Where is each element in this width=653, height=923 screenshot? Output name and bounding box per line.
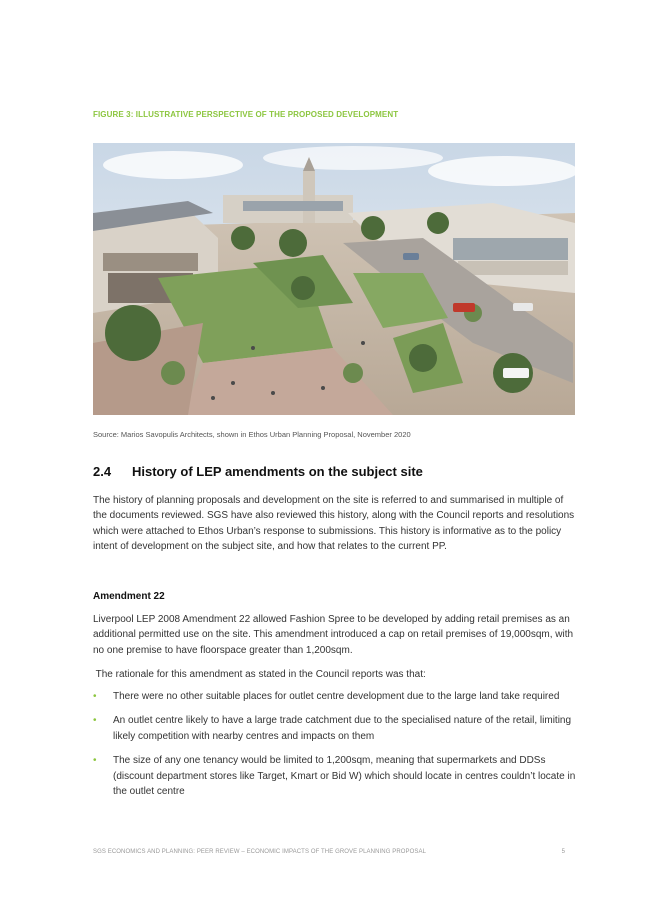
list-item [93, 753, 577, 799]
figure-source: Source: Marios Savopulis Architects, shown in Ethos Urban Planning Proposal, November 2020 [93, 430, 411, 439]
rationale-list [93, 689, 577, 808]
list-item-text: There were no other suitable places for outlet centre development due to the large land take required [113, 691, 560, 702]
bullet-icon: • [93, 715, 97, 727]
amendment-paragraph: Liverpool LEP 2008 Amendment 22 allowed Fashion Spree to be developed by adding retail premises as an additional permitted use on the site. This amendment introduced a cap on retail premises of 19,000sqm, with no one premise to have floorspace greater than 1,200sqm. [93, 614, 574, 656]
list-item [93, 713, 577, 744]
section-intro-paragraph: The history of planning proposals and development on the site is referred to and summarised in multiple of the documents reviewed. SGS have also reviewed this history, along with the Council reports and resolutions which were attached to Ethos Urban’s response to submissions. This history is informative as to the policy intent of development on the subject site, and how that relates to the current PP. [93, 495, 575, 553]
list-item-text: An outlet centre likely to have a large trade catchment due to the specialised nature of the retail, limiting likely competition with nearby centres and impacts on them [113, 715, 572, 742]
section-heading [93, 464, 423, 479]
section-number: 2.4 [93, 464, 112, 479]
section-title: History of LEP amendments on the subject site [132, 464, 423, 479]
footer-text: SGS ECONOMICS AND PLANNING: PEER REVIEW – ECONOMIC IMPACTS OF THE GROVE PLANNING PROPOSAL [93, 849, 427, 855]
rationale-intro: The rationale for this amendment as stated in the Council reports was that: [93, 669, 426, 680]
bullet-icon: • [93, 691, 97, 702]
amendment-heading: Amendment 22 [93, 591, 165, 602]
list-item [93, 689, 577, 704]
development-illustration [93, 143, 575, 415]
figure-caption: FIGURE 3: ILLUSTRATIVE PERSPECTIVE OF THE PROPOSED DEVELOPMENT [93, 110, 399, 119]
bullet-icon: • [93, 755, 97, 767]
list-item-text: The size of any one tenancy would be limited to 1,200sqm, meaning that supermarkets and DDSs (discount department stores like Target, Kmart or Bid W) which should locate in centres couldn’t locate in the outlet centre [113, 755, 576, 798]
page-footer [93, 849, 565, 855]
page-number: 5 [561, 849, 565, 855]
